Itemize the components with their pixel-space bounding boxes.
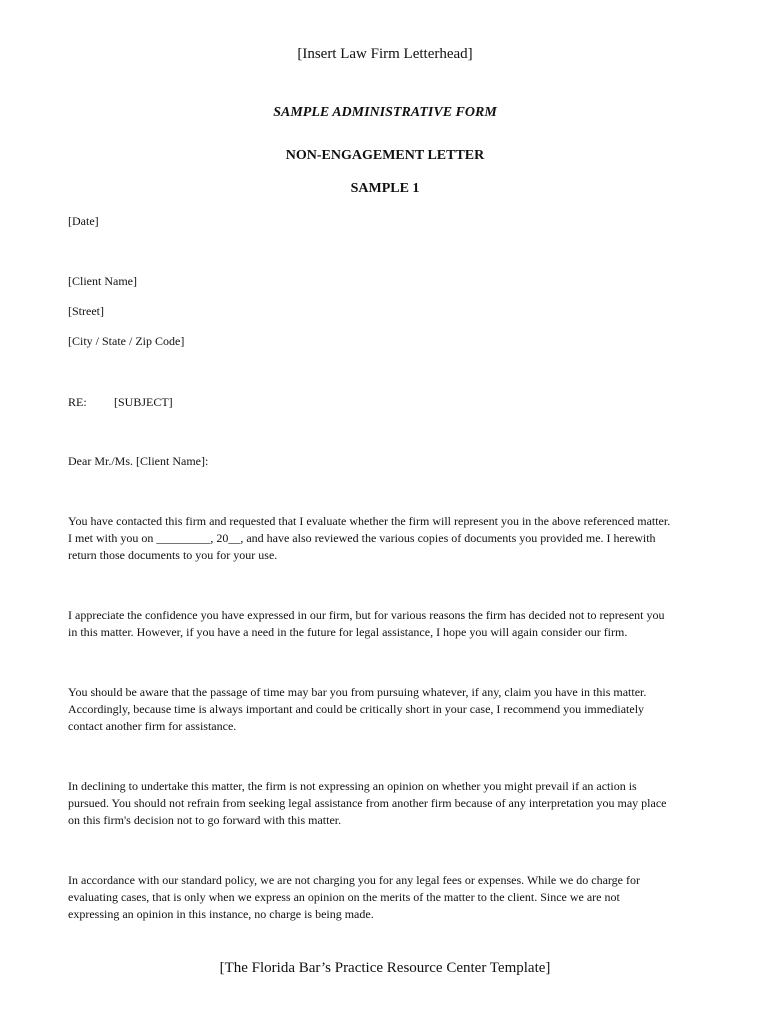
letterhead-placeholder: [Insert Law Firm Letterhead] — [297, 46, 473, 62]
salutation: Dear Mr./Ms. [Client Name]: — [68, 454, 209, 468]
document-title: NON-ENGAGEMENT LETTER — [285, 148, 485, 163]
paragraph-line: I appreciate the confidence you have expressed in our firm, but for various reasons the firm has decided not to represent you — [68, 608, 665, 622]
paragraph-line: Accordingly, because time is always important and could be critically short in your case, I recommend you immediately — [68, 702, 645, 716]
paragraph-line: in this matter. However, if you have a need in the future for legal assistance, I hope you will again consider our firm. — [68, 625, 628, 639]
paragraph-4 — [68, 778, 708, 829]
paragraph-line: expressing an opinion in this instance, no charge is being made. — [68, 907, 374, 921]
re-subject: [SUBJECT] — [114, 395, 173, 409]
paragraph-line: I met with you on _________, 20__, and have also reviewed the various copies of documents you provided me. I herewith — [68, 531, 656, 545]
paragraph-3 — [68, 684, 708, 735]
paragraph-line: In accordance with our standard policy, we are not charging you for any legal fees or expenses. While we do charge for — [68, 873, 641, 887]
paragraph-5 — [68, 872, 708, 923]
date-field: [Date] — [68, 214, 99, 228]
city-state-zip-field: [City / State / Zip Code] — [68, 334, 185, 348]
paragraph-line: return those documents to you for your use. — [68, 548, 278, 562]
sample-title: SAMPLE 1 — [350, 181, 420, 196]
paragraph-2 — [68, 607, 708, 641]
paragraph-line: on this firm's decision not to go forward with this matter. — [68, 813, 342, 827]
paragraph-line: pursued. You should not refrain from seeking legal assistance from another firm because of any interpretation you may place — [68, 796, 667, 810]
footer-template-note: [The Florida Bar’s Practice Resource Center Template] — [219, 960, 551, 976]
paragraph-line: In declining to undertake this matter, the firm is not expressing an opinion on whether you might prevail if an action is — [68, 779, 637, 793]
re-label: RE: — [68, 395, 87, 409]
paragraph-line: evaluating cases, that is only when we express an opinion on the merits of the matter to the client. Since we are not — [68, 890, 620, 904]
client-name-field: [Client Name] — [68, 274, 137, 288]
form-title: SAMPLE ADMINISTRATIVE FORM — [273, 105, 497, 120]
paragraph-line: You should be aware that the passage of time may bar you from pursuing whatever, if any, claim you have in this matter. — [68, 685, 647, 699]
paragraph-line: You have contacted this firm and requested that I evaluate whether the firm will represent you in the above referenced matter. — [68, 514, 671, 528]
paragraph-line: contact another firm for assistance. — [68, 719, 237, 733]
paragraph-1 — [68, 513, 708, 564]
street-field: [Street] — [68, 304, 104, 318]
